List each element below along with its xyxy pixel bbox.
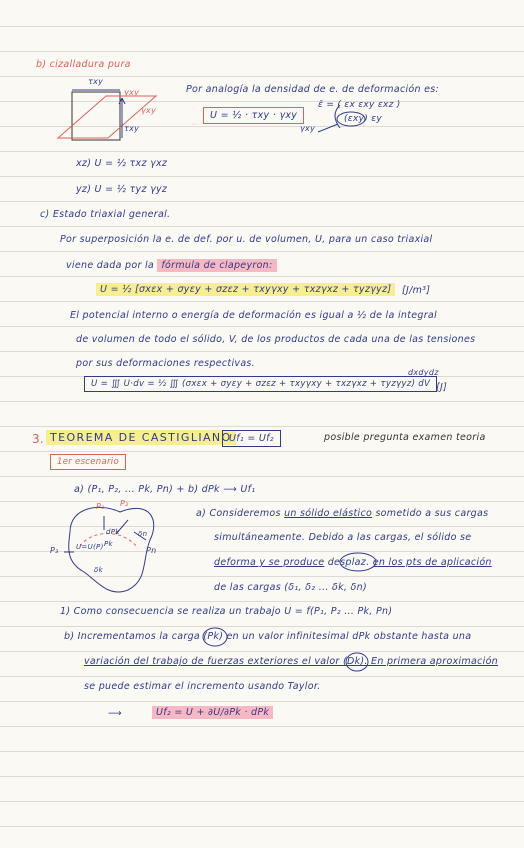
- strain-tensor: ε̄ = ( εx εxy εxz ): [318, 100, 401, 110]
- scenario-a-desc1: [196, 508, 488, 519]
- yz-energy: yz) U = ½ τyz γyz: [76, 184, 168, 195]
- strain-tensor-row2: (εxy) εy: [344, 114, 382, 124]
- shear-square: [58, 90, 156, 140]
- scenario-a-desc3: [214, 557, 492, 568]
- taylor-formula: Uf₂ = U + ∂U/∂Pk · dPk: [152, 706, 273, 719]
- scenario-a-line: a) (P₁, P₂, ... Pk, Pn) + b) dPk ⟶ Uf₁: [74, 484, 256, 495]
- xz-energy: xz) U = ½ τxz γxz: [76, 158, 168, 169]
- desc3-prefix: deforma y se produce: [214, 557, 325, 568]
- volume-integral-unit: [J]: [436, 382, 448, 393]
- increment-line1: b) Incrementamos la carga (Pk) en un valor infinitesimal dPk obstante hasta una: [64, 631, 472, 642]
- potential-line2: de volumen de todo el sólido, V, de los productos de cada una de las tensiones: [76, 334, 476, 345]
- clapeyron-highlight: fórmula de clapeyron:: [157, 259, 276, 272]
- gamma-label-1: γxy: [124, 88, 140, 97]
- volume-integral-formula: U = ∭ U·dv = ½ ∭ (σxεx + σyεy + σzεz + τxyγxy + τxzγxz + τyzγyz) dV: [84, 376, 437, 392]
- potential-line1: El potencial interno o energía de deformación es igual a ½ de la integral: [70, 310, 437, 321]
- clapeyron-formula: U = ½ [σxεx + σyεy + σzεz + τxyγxy + τxzγxz + τyzγyz]: [96, 283, 395, 296]
- gamma-label-3: γxy: [300, 124, 316, 133]
- tau-xy-side-label: τxy: [124, 124, 140, 133]
- fig-pk: Pk: [104, 540, 113, 548]
- gamma-label-2: γxy: [141, 106, 157, 115]
- exam-note: posible pregunta examen teoria: [324, 432, 486, 443]
- fig-pn: Pn: [146, 546, 157, 555]
- superposition-line2: [66, 260, 277, 271]
- dv-note: dxdydz: [408, 368, 439, 377]
- scenario-a-desc2: simultáneamente. Debido a las cargas, el sólido se: [214, 532, 472, 543]
- taylor-arrow: ⟶: [108, 708, 122, 719]
- desc1-prefix: a) Consideremos: [196, 508, 281, 519]
- fig-delta-n: δn: [138, 530, 148, 538]
- fig-delta-k: δk: [94, 566, 103, 574]
- consequence-line: 1) Como consecuencia se realiza un trabajo U = f(P₁, P₂ ... Pk, Pn): [60, 606, 393, 617]
- first-scenario-label: 1er escenario: [50, 454, 126, 470]
- section-b-title: b) cizalladura pura: [36, 59, 131, 70]
- section-c-title: c) Estado triaxial general.: [40, 209, 171, 220]
- increment-line2: variación del trabajo de fuerzas exteriores el valor (Dk). En primera aproximación: [84, 656, 498, 667]
- desc3-suffix: en los pts de aplicación: [372, 557, 492, 568]
- desc3-displacement: desplaz.: [327, 557, 370, 568]
- fig-p2: P₂: [120, 499, 129, 508]
- superposition-prefix: viene dada por la: [66, 260, 155, 271]
- desc1-suffix: sometido a sus cargas: [375, 508, 489, 519]
- castigliano-equality: Uf₁ = Uf₂: [222, 430, 281, 447]
- potential-line3: por sus deformaciones respectivas.: [76, 358, 256, 369]
- superposition-line1: Por superposición la e. de def. por u. de volumen, U, para un caso triaxial: [60, 234, 433, 245]
- fig-p1: P₁: [96, 502, 105, 511]
- analogy-text: Por analogía la densidad de e. de deformación es:: [186, 84, 440, 95]
- clapeyron-unit: [J/m³]: [402, 285, 431, 296]
- fig-dpk: dPk: [106, 528, 120, 536]
- scenario-a-desc4: de las cargas (δ₁, δ₂ ... δk, δn): [214, 582, 367, 593]
- fig-p3: P₃: [50, 546, 59, 555]
- desc1-underlined: un sólido elástico: [284, 508, 373, 519]
- increment-line3: se puede estimar el incremento usando Taylor.: [84, 681, 321, 692]
- fig-u: U=U(P): [76, 543, 104, 551]
- shear-energy-formula: U = ½ · τxy · γxy: [203, 107, 304, 124]
- tau-xy-top-label: τxy: [88, 77, 104, 86]
- section-3-number: 3.: [32, 432, 45, 446]
- section-3-title: TEOREMA DE CASTIGLIANO: [46, 430, 236, 445]
